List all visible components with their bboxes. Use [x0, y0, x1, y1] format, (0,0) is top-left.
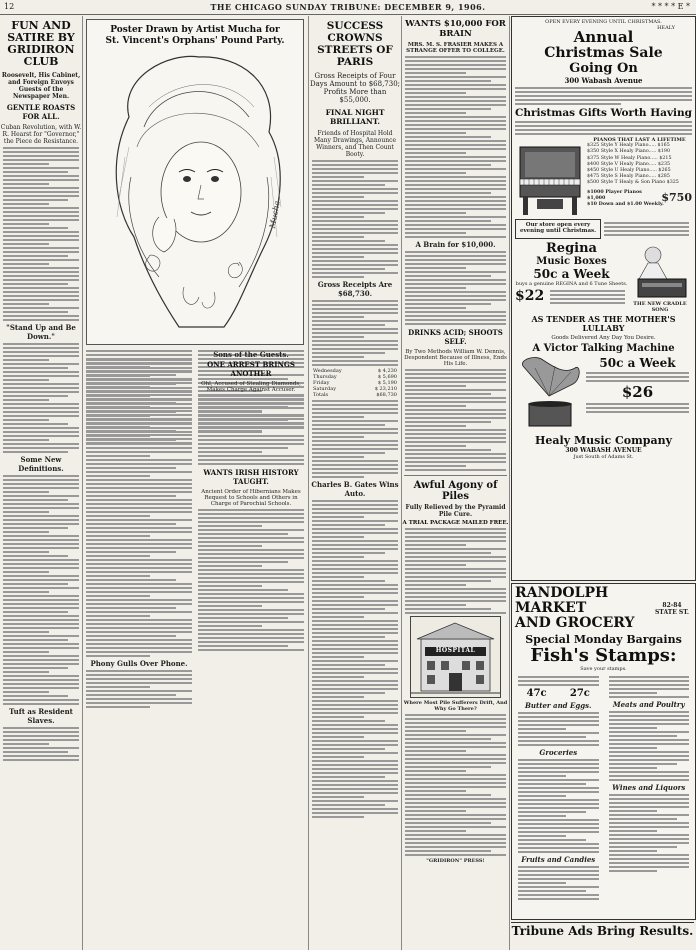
ad-text: [515, 121, 692, 135]
column-streets-of-paris: [309, 16, 401, 950]
article-text: [405, 369, 506, 471]
hospital-caption: Where Most Pile Sufferers Drift, And Why Go There?: [403, 700, 508, 712]
randolph-special: Special Monday Bargains: [525, 633, 682, 646]
tender-slogan: AS TENDER AS THE MOTHER'S LULLABY: [531, 313, 676, 333]
subhead-gentle-roasts: GENTLE ROASTS FOR ALL.: [6, 103, 76, 121]
article-text: [86, 670, 192, 708]
receipts-amount: $ 4,230: [377, 367, 397, 374]
ad-text: [515, 87, 692, 105]
article-text: [3, 343, 79, 453]
music-box-icon: [628, 241, 690, 301]
cat-butter: Butter and Eggs.: [524, 700, 592, 710]
poster-title-line1: Poster Drawn by Artist Mucha for: [110, 25, 280, 35]
receipts-day: Thursday: [313, 373, 337, 380]
receipts-day: Friday: [313, 379, 330, 386]
cradle-song-label: THE NEW CRADLE SONG: [633, 300, 687, 313]
hospital-sign: HOSPITAL: [435, 647, 476, 654]
subhead-friends: Friends of Hospital Hold Many Drawings, Announce Winners, and Then Count Booty.: [313, 130, 397, 158]
healy-open-note: Our store open every evening until Christmas.: [515, 219, 601, 239]
randolph-address: 82-84 STATE ST.: [654, 601, 690, 616]
artist-signature: Mucha: [268, 200, 282, 229]
headline-streets-of-paris: SUCCESS CROWNS STREETS OF PARIS: [317, 20, 393, 68]
piano-price: $375 Style W Healy Piano..... $215: [587, 155, 672, 161]
section-gross-receipts: Gross Receipts Are $68,730.: [317, 280, 393, 298]
column-gridiron: [0, 16, 82, 950]
receipts-amount: $68,730: [376, 391, 397, 398]
subhead-receipts: Gross Receipts of Four Days Amount to $68,730; Profits More than $55,000.: [309, 72, 401, 104]
victor-price2: $26: [621, 383, 654, 402]
victor-price: 50c a Week: [599, 355, 676, 370]
section-tuft: Tuft as Resident Slaves.: [9, 707, 73, 725]
receipts-table: [309, 368, 401, 398]
article-text: [86, 348, 304, 356]
page-number: 12: [4, 2, 15, 11]
healy-terms: $10 Down and $1.00 Weekly.: [587, 201, 664, 208]
piano-price: $475 Style S Healy Piano..... $285: [587, 174, 670, 180]
healy-gifts: Christmas Gifts Worth Having: [514, 107, 693, 119]
column-mucha: [83, 16, 307, 950]
section-sons-of-guests: [198, 350, 304, 352]
healy-xmas-sale: Christmas Sale: [544, 45, 663, 61]
regina-music-boxes: Music Boxes: [536, 255, 607, 267]
goods-delivered: Goods Delivered Any Day You Desire.: [551, 334, 656, 341]
hospital-illustration: [410, 616, 501, 698]
victor-heading: A Victor Talking Machine: [532, 342, 675, 354]
column-brain: [402, 16, 509, 950]
article-text: [405, 528, 506, 614]
masthead: [0, 0, 696, 15]
poster-title-line2: St. Vincent's Orphans' Pound Party.: [105, 36, 285, 46]
randolph-intro: Save your stamps.: [580, 666, 627, 672]
cat-meats: Meats and Poultry: [612, 700, 685, 709]
article-text: [312, 300, 398, 366]
healy-topline: OPEN EVERY EVENING UNTIL CHRISTMAS.: [545, 19, 662, 25]
subhead-piles: Fully Relieved by the Pyramid Pile Cure.: [405, 504, 506, 518]
subhead-final-night: FINAL NIGHT BRILLIANT.: [325, 108, 385, 126]
footer-note: "GRIDIRON" PRESS!: [426, 858, 485, 864]
healy-company: Healy Music Company: [535, 433, 672, 447]
gramophone-icon: [515, 356, 583, 432]
headline-drinks-acid: DRINKS ACID; SHOOTS SELF.: [408, 328, 503, 346]
healy-annual: Annual: [573, 28, 634, 46]
price-a: 47c: [526, 687, 547, 699]
healy-pianos-head: PIANOS THAT LAST A LIFETIME: [593, 137, 686, 143]
section-definitions: Some New Definitions.: [18, 455, 64, 473]
ad-text: [550, 288, 625, 306]
headline-irish-history: WANTS IRISH HISTORY TAUGHT.: [203, 468, 299, 486]
healy-piano-list: [587, 137, 692, 217]
piano-price: $350 Style X Healy Piano..... $190: [587, 149, 671, 155]
section-gates-auto: Charles B. Gates Wins Auto.: [311, 479, 399, 498]
headline-arrest: ONE ARREST BRINGS ANOTHER: [207, 360, 295, 378]
subhead-trial-package: A TRIAL PACKAGE MAILED FREE.: [402, 520, 509, 526]
hospital-building-icon: [411, 617, 500, 697]
piano-icon: [515, 137, 585, 217]
article-text: [312, 160, 398, 278]
article-text: [3, 727, 79, 761]
cat-groceries: Groceries: [539, 747, 578, 757]
subhead-brain: MRS. M. S. FRASIER MAKES A STRANGE OFFER TO COLLEGE.: [406, 42, 505, 54]
article-text: [405, 251, 506, 325]
randolph-name-2: AND GROCERY: [515, 615, 635, 631]
regina-brand: Regina: [546, 240, 597, 256]
article-text: [312, 500, 398, 818]
receipts-day: Wednesday: [313, 367, 342, 374]
player-old-price: $1,000: [587, 194, 606, 201]
article-text: [3, 475, 79, 705]
receipts-amount: $ 5,690: [377, 373, 397, 380]
headline-piles: Awful Agony of Piles: [413, 480, 498, 502]
cat-wines: Wines and Liquors: [612, 783, 686, 792]
ad-text: [518, 676, 599, 686]
receipts-row: [313, 392, 397, 398]
divider: [404, 475, 507, 476]
price-b: 27c: [569, 687, 590, 699]
randolph-stamps: Fish's Stamps:: [530, 645, 677, 666]
masthead-edition: * * * * E *: [651, 2, 690, 11]
ad-text: [586, 403, 689, 413]
poster-box: [86, 19, 304, 345]
healy-address: 300 Wabash Avenue: [564, 76, 643, 85]
player-head: $1000 Player Pianos: [587, 188, 642, 195]
article-text: [405, 714, 506, 856]
section-brain-price: A Brain for $10,000.: [415, 240, 496, 249]
subhead-arrest: Ohl, Accused of Stealing Diamonds, Makes Charge Against Accuser.: [201, 381, 301, 393]
mucha-girl-illustration: [89, 47, 303, 337]
ad-text: [518, 712, 599, 746]
ad-text: [609, 794, 690, 872]
headline-gridiron: FUN AND SATIRE BY GRIDIRON CLUB: [7, 19, 75, 68]
healy-going-on: Going On: [569, 61, 638, 76]
subhead-cuban: Cuban Revolution, with W. R. Hearst for "Governor," the Piece de Resistance.: [0, 124, 82, 145]
healy-small-brand: HEALY: [657, 25, 675, 31]
article-text: [198, 395, 304, 465]
regina-price: 50c a Week: [533, 266, 610, 281]
tribune-ads-footer: Tribune Ads Bring Results.: [511, 924, 694, 938]
healy-company-address: 300 WABASH AVENUE: [565, 446, 642, 454]
cat-fruits: Fruits and Candies: [521, 854, 596, 864]
column-rule: [509, 16, 510, 950]
receipts-day: Saturday: [313, 385, 337, 392]
article-text: [3, 147, 79, 321]
player-price: $750: [661, 190, 692, 204]
section-stand-up: "Stand Up and Be Down.": [6, 323, 76, 341]
ad-text: [586, 372, 689, 382]
piano-price: $325 Style Y Healy Piano..... $165: [587, 143, 670, 149]
ad-text: [604, 220, 689, 238]
piano-price: $500 Style T Healy & Son Piano $325: [587, 180, 679, 186]
piano-price: $450 Style U Healy Piano..... $265: [587, 168, 671, 174]
receipts-amount: $ 5,190: [377, 379, 397, 386]
ad-text: [518, 759, 599, 853]
receipts-day: Totals: [313, 391, 329, 398]
healy-ad: [511, 16, 696, 581]
receipts-amount: $ 23,210: [374, 385, 397, 392]
subhead-drinks-acid: By Two Methods William W. Dennis, Despondent Because of Illness, Ends His Life.: [404, 349, 507, 367]
ad-text: [609, 711, 690, 781]
ad-text: [518, 866, 599, 900]
article-text: [86, 359, 192, 657]
piano-price: $400 Style V Healy Piano..... $235: [587, 161, 671, 167]
ad-text: [609, 676, 690, 698]
regina-terms: buys a genuine REGINA and 6 Tune Sheets.: [515, 280, 628, 287]
article-text: [198, 509, 304, 651]
randolph-name-1: RANDOLPH MARKET: [515, 585, 609, 616]
randolph-ad: [511, 583, 696, 920]
article-text: [405, 56, 506, 238]
section-phony-gulls: Phony Gulls Over Phone.: [90, 659, 188, 668]
regina-price2: $22: [515, 288, 545, 305]
subhead-gridiron: Roosevelt, His Cabinet, and Foreign Envoys Guests of the Newspaper Men.: [1, 72, 81, 100]
subhead-irish-history: Ancient Order of Hibernians Makes Request to Schools and Others in Charge of Parochial Schools.: [201, 489, 301, 507]
article-text: [312, 400, 398, 478]
healy-company-location: Just South of Adams St.: [573, 453, 634, 460]
headline-brain: WANTS $10,000 FOR BRAIN: [405, 19, 506, 39]
masthead-title: THE CHICAGO SUNDAY TRIBUNE: DECEMBER 9, 1906.: [210, 2, 486, 12]
